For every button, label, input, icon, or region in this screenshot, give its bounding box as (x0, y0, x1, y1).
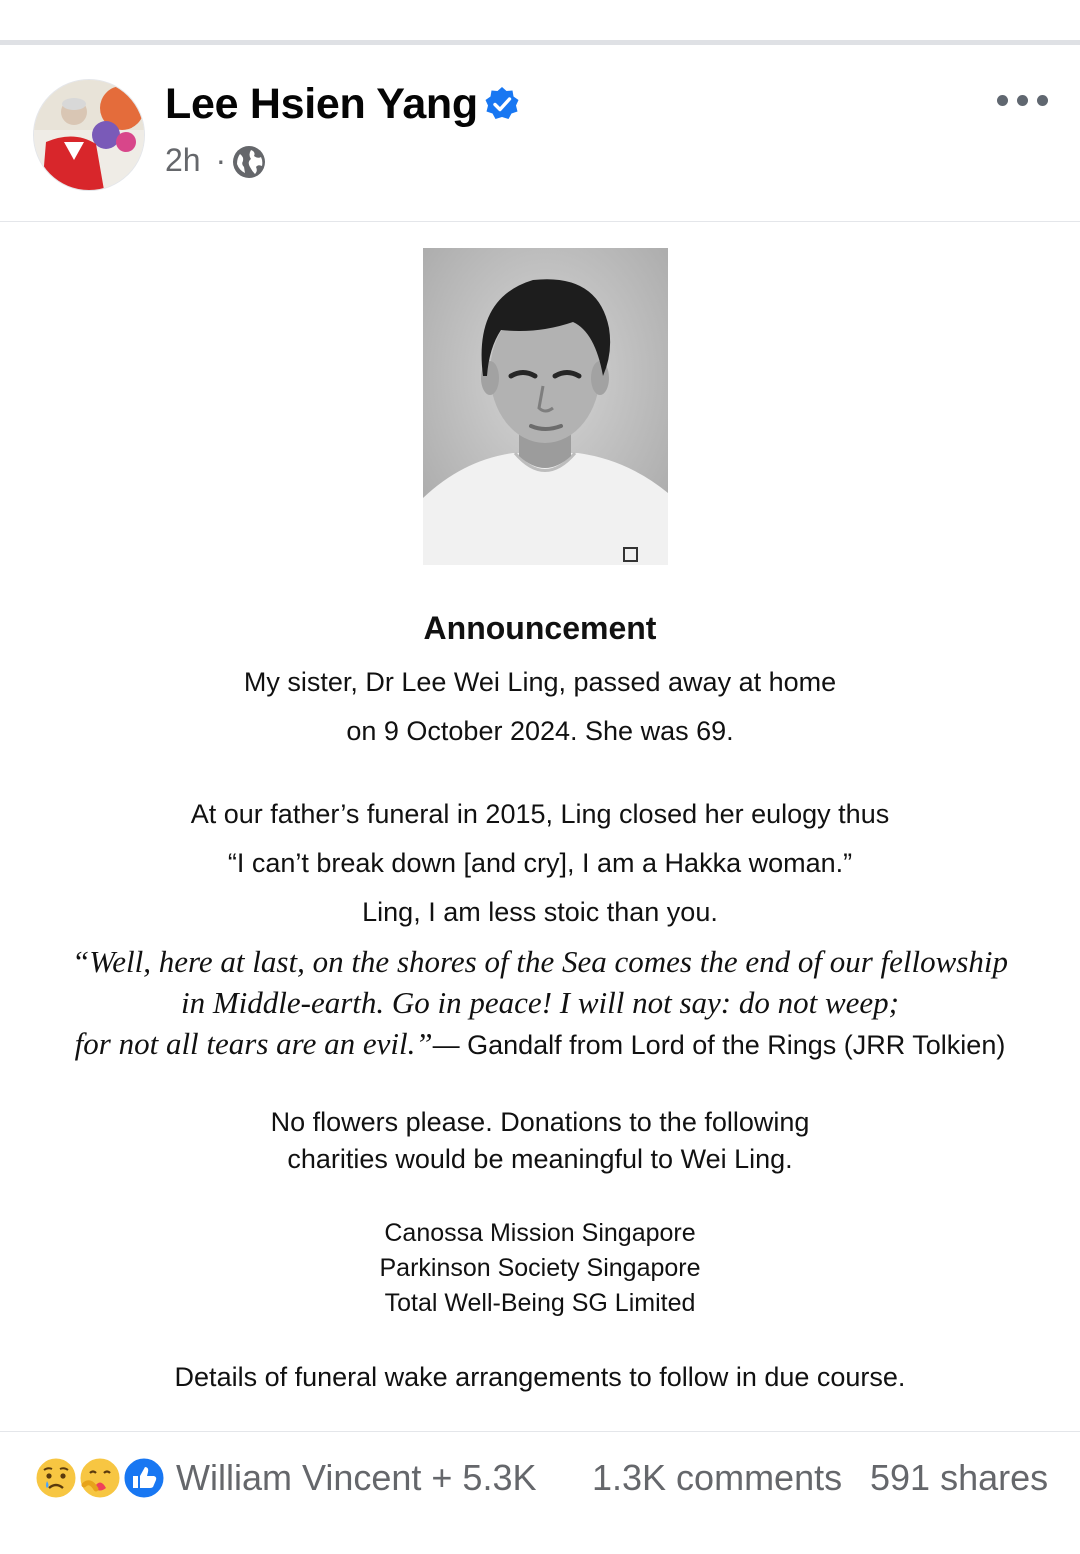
more-dot (997, 95, 1008, 106)
closing-line: Details of funeral wake arrangements to follow in due course. (174, 1362, 906, 1392)
flowers-line-2: charities would be meaningful to Wei Ling. (287, 1144, 793, 1174)
like-reaction-icon (123, 1457, 165, 1499)
comments-count[interactable]: 1.3K comments (592, 1457, 843, 1498)
eulogy-line-2: “I can’t break down [and cry], I am a Hakka woman.” (227, 848, 853, 878)
eulogy-line-1: At our father’s funeral in 2015, Ling closed her eulogy thus (190, 799, 890, 829)
reaction-icons-svg (32, 1455, 167, 1501)
globe-icon (232, 145, 266, 179)
charity-item: Total Well-Being SG Limited (384, 1289, 696, 1317)
quote-line-2: in Middle-earth. Go in peace! I will not say: do not weep; (180, 985, 899, 1020)
avatar-image (34, 80, 144, 190)
announcement-title: Announcement (423, 610, 657, 646)
intro-line-2: on 9 October 2024. She was 69. (346, 716, 734, 746)
meta-separator: · (215, 142, 227, 178)
author-avatar[interactable] (33, 79, 145, 191)
quote-line-3: for not all tears are an evil.” (74, 1026, 433, 1061)
eulogy-line-3: Ling, I am less stoic than you. (362, 897, 718, 927)
post-time[interactable]: 2h (165, 142, 201, 178)
reactions-summary[interactable]: William Vincent + 5.3K (176, 1457, 537, 1498)
top-divider (0, 40, 1080, 45)
verified-badge-icon (484, 86, 520, 122)
header-divider (0, 221, 1080, 222)
sad-reaction-icon (35, 1457, 77, 1499)
portrait-photo[interactable] (423, 248, 668, 565)
more-dot (1017, 95, 1028, 106)
more-dot (1037, 95, 1048, 106)
shares-count[interactable]: 591 shares (870, 1457, 1049, 1498)
reaction-icons[interactable] (32, 1455, 167, 1501)
care-reaction-icon (79, 1457, 121, 1499)
quote-attribution: — Gandalf from Lord of the Rings (JRR Tolkien) (432, 1030, 1006, 1060)
charity-item: Canossa Mission Singapore (384, 1219, 696, 1247)
intro-line-1: My sister, Dr Lee Wei Ling, passed away at home (243, 667, 837, 697)
post-meta (165, 142, 226, 179)
top-strip (0, 0, 1080, 40)
quote-line-1: “Well, here at last, on the shores of the Sea comes the end of our fellowship (72, 944, 1008, 979)
author-name[interactable]: Lee Hsien Yang (165, 80, 478, 128)
more-options-icon[interactable] (995, 84, 1059, 116)
footer-divider (0, 1431, 1080, 1432)
portrait-image (423, 248, 668, 565)
quote-line-3-wrap (0, 1026, 1080, 1062)
flowers-line-1: No flowers please. Donations to the following (270, 1107, 810, 1137)
charity-item: Parkinson Society Singapore (379, 1254, 701, 1282)
